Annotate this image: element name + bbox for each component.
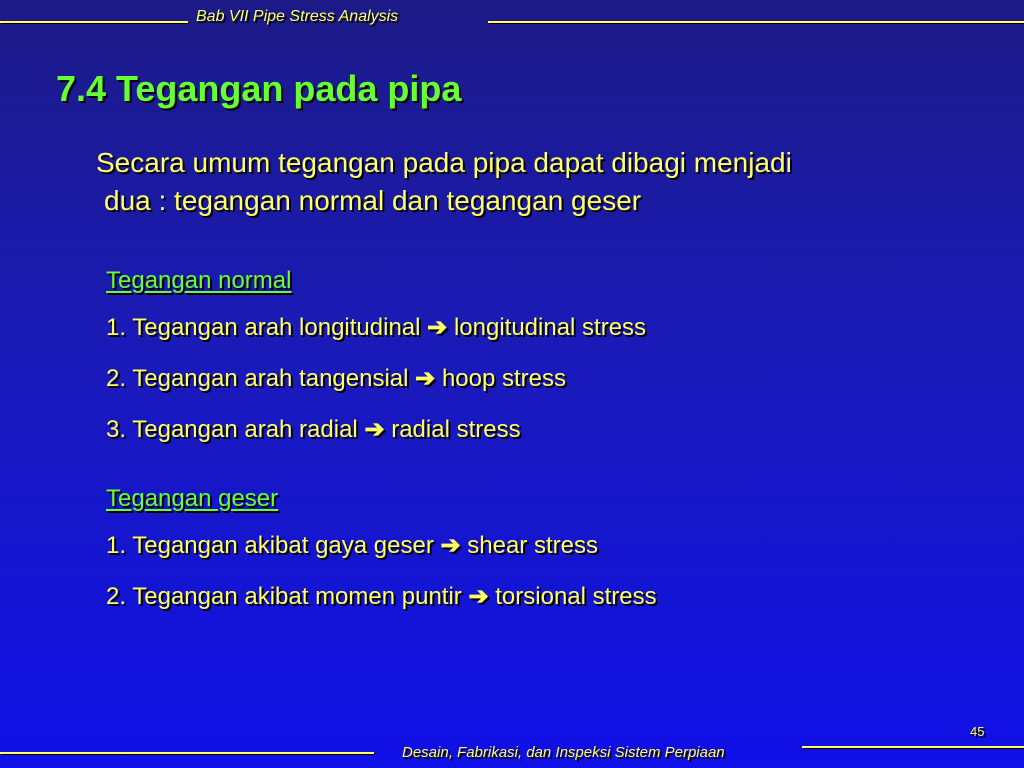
right-arrow-icon: ➔: [427, 314, 448, 341]
list-item-text: 1. Tegangan akibat gaya geser: [106, 532, 434, 559]
slide-title: 7.4 Tegangan pada pipa: [56, 68, 462, 109]
section-heading-shear: Tegangan geser: [106, 485, 279, 512]
list-item-result: radial stress: [391, 416, 521, 443]
list-item-text: 3. Tegangan arah radial: [106, 416, 358, 443]
footer-rule-left: [0, 752, 374, 754]
normal-stress-list: [106, 302, 646, 455]
footer-rule-right: [802, 746, 1024, 748]
header-title: Bab VII Pipe Stress Analysis: [196, 8, 399, 25]
list-item-text: 1. Tegangan arah longitudinal: [106, 314, 421, 341]
intro-line-1: Secara umum tegangan pada pipa dapat dibagi menjadi: [96, 147, 792, 178]
list-item: [106, 404, 646, 455]
list-item-result: torsional stress: [495, 583, 657, 610]
list-item-text: 2. Tegangan arah tangensial: [106, 365, 409, 392]
right-arrow-icon: ➔: [364, 416, 385, 443]
list-item-result: longitudinal stress: [453, 314, 647, 341]
intro-paragraph: [96, 144, 984, 220]
footer-title: Desain, Fabrikasi, dan Inspeksi Sistem Perpiaan: [402, 744, 725, 761]
intro-line-2: dua : tegangan normal dan tegangan geser: [104, 185, 642, 216]
section-shear-stress: [106, 484, 657, 622]
list-item: [106, 520, 657, 571]
right-arrow-icon: ➔: [468, 583, 489, 610]
list-item: [106, 302, 646, 353]
right-arrow-icon: ➔: [415, 365, 436, 392]
header-rule-right: [488, 21, 1024, 23]
list-item: [106, 353, 646, 404]
list-item-text: 2. Tegangan akibat momen puntir: [106, 583, 462, 610]
slide-number: 45: [970, 724, 985, 739]
list-item-result: shear stress: [467, 532, 598, 559]
shear-stress-list: [106, 520, 657, 622]
section-heading-normal: Tegangan normal: [106, 267, 292, 294]
right-arrow-icon: ➔: [440, 532, 461, 559]
list-item: [106, 571, 657, 622]
list-item-result: hoop stress: [441, 365, 567, 392]
section-normal-stress: [106, 266, 646, 455]
header-rule-left: [0, 21, 188, 23]
